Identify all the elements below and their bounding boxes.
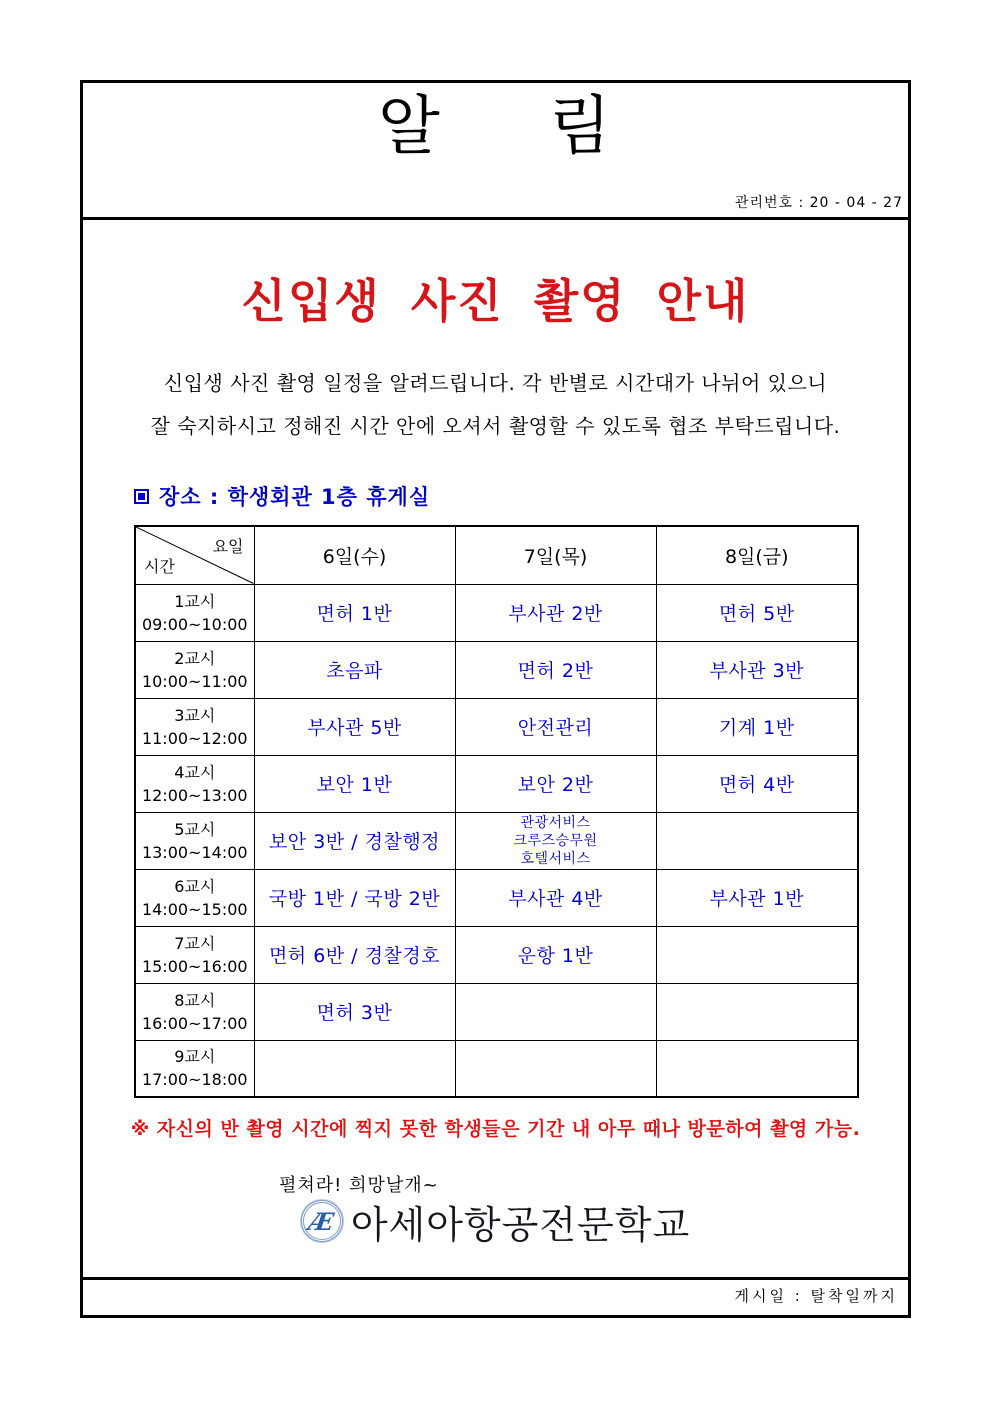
intro-line-2: 잘 숙지하시고 정해진 시간 안에 오셔서 촬영할 수 있도록 협조 부탁드립니다. [150,414,841,438]
header-divider [83,217,908,220]
table-row [135,755,858,812]
schedule-cell [656,983,858,1040]
period-cell: 1교시 09:00~10:00 [135,584,254,641]
schedule-cell [455,1040,656,1097]
corner-day-label: 요일 [212,537,244,556]
note-text: ※ 자신의 반 촬영 시간에 찍지 못한 학생들은 기간 내 아무 때나 방문하여 촬영 가능. [130,1118,861,1140]
notice-title: 알 림 [378,90,613,164]
period-cell: 4교시 12:00~13:00 [135,755,254,812]
intro-paragraph [83,362,908,448]
schedule-cell: 관광서비스 크루즈승무원 호텔서비스 [455,812,656,869]
table-row [135,584,858,641]
slogan-text: 펼쳐라! 희망날개~ [279,1175,439,1196]
corner-cell [135,526,254,584]
schedule-table [134,525,859,1098]
schedule-cell: 부사관 1반 [656,869,858,926]
schedule-cell: 보안 2반 [455,755,656,812]
intro-line-1: 신입생 사진 촬영 일정을 알려드립니다. 각 반별로 시간대가 나뉘어 있으니 [163,371,828,395]
period-cell: 9교시 17:00~18:00 [135,1040,254,1097]
schedule-cell: 보안 3반 / 경찰행정 [254,812,455,869]
schedule-cell: 보안 1반 [254,755,455,812]
schedule-cell [254,1040,455,1097]
footer-posting-info: 게시일 : 탈착일까지 [734,1287,898,1305]
schedule-cell: 면허 3반 [254,983,455,1040]
table-row [135,1040,858,1097]
schedule-cell: 면허 2반 [455,641,656,698]
page-title: 신입생 사진 촬영 안내 [241,274,750,328]
schedule-cell: 부사관 4반 [455,869,656,926]
schedule-cell: 부사관 2반 [455,584,656,641]
schedule-cell [656,1040,858,1097]
table-row [135,869,858,926]
schedule-cell [656,926,858,983]
school-brand [83,1195,908,1247]
table-row [135,983,858,1040]
schedule-cell: 면허 4반 [656,755,858,812]
period-cell: 3교시 11:00~12:00 [135,698,254,755]
schedule-cell: 부사관 5반 [254,698,455,755]
period-cell: 7교시 15:00~16:00 [135,926,254,983]
control-number: 관리번호 : 20 - 04 - 27 [734,195,903,211]
period-cell: 2교시 10:00~11:00 [135,641,254,698]
table-row [135,698,858,755]
period-cell: 6교시 14:00~15:00 [135,869,254,926]
schedule-cell [455,983,656,1040]
location-line [134,481,430,511]
notice-sheet [80,80,911,1318]
schedule-cell: 면허 5반 [656,584,858,641]
schedule-cell: 부사관 3반 [656,641,858,698]
schedule-cell: 안전관리 [455,698,656,755]
school-logo-icon: Æ [301,1200,343,1242]
day-header-fri: 8일(금) [656,526,858,584]
day-header-thu: 7일(목) [455,526,656,584]
schedule-cell: 운항 1반 [455,926,656,983]
location-label: 장소 : 학생회관 1층 휴게실 [159,485,431,509]
table-header-row [135,526,858,584]
corner-time-label: 시간 [144,556,175,576]
schedule-cell: 초음파 [254,641,455,698]
schedule-cell: 면허 1반 [254,584,455,641]
table-row [135,812,858,869]
table-row [135,926,858,983]
schedule-cell [656,812,858,869]
day-header-wed: 6일(수) [254,526,455,584]
table-row [135,641,858,698]
period-cell: 5교시 13:00~14:00 [135,812,254,869]
square-bullet-icon [134,489,149,504]
period-cell: 8교시 16:00~17:00 [135,983,254,1040]
schedule-cell: 국방 1반 / 국방 2반 [254,869,455,926]
schedule-cell: 기계 1반 [656,698,858,755]
schedule-cell: 면허 6반 / 경찰경호 [254,926,455,983]
school-name: 아세아항공전문학교 [350,1202,691,1247]
